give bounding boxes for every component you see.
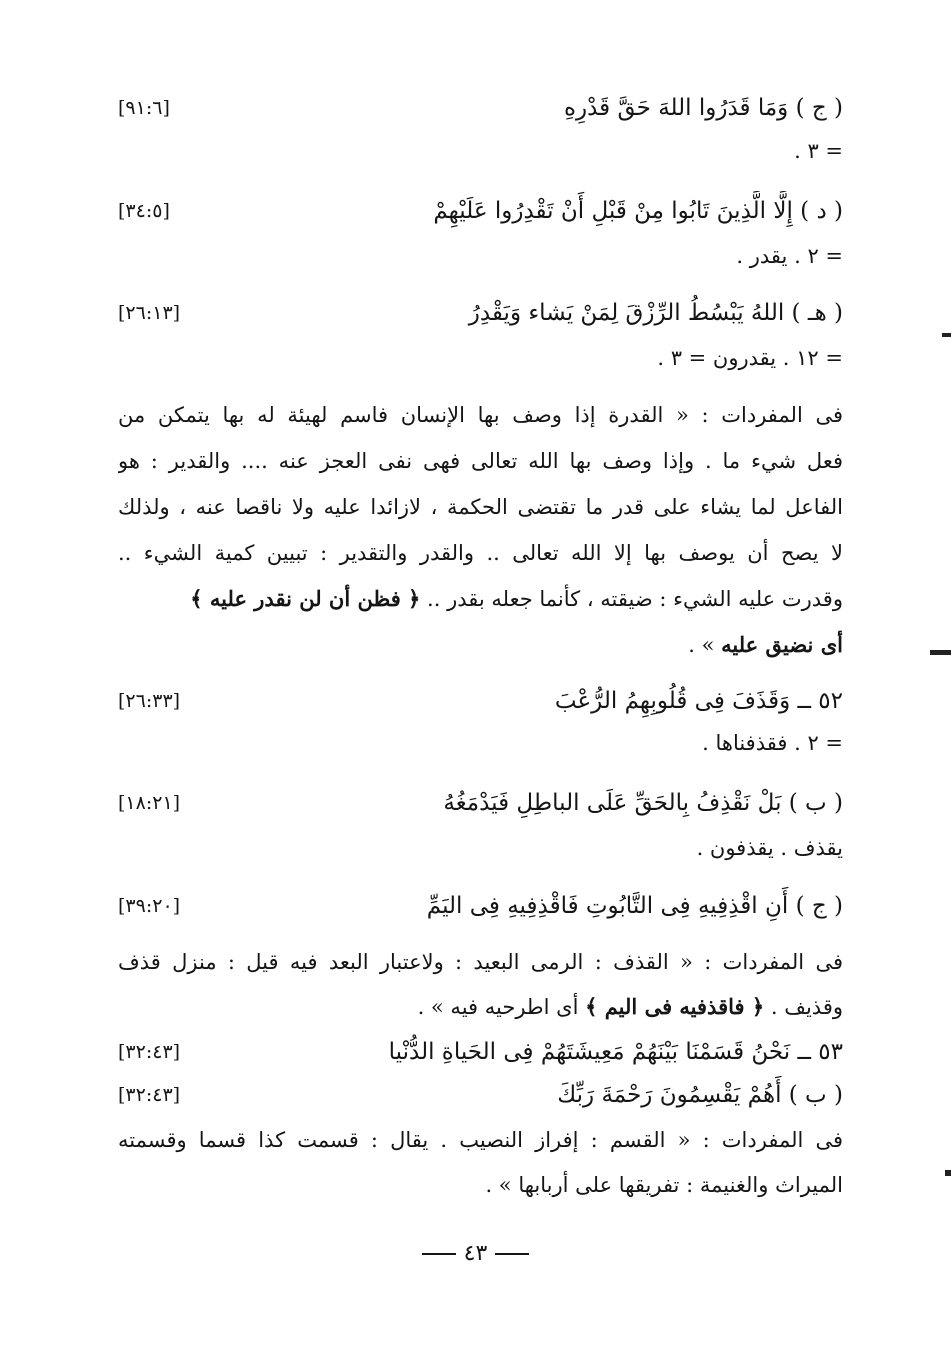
verse-reference: [٢٦:١٣] <box>118 302 181 324</box>
paragraph-line <box>118 987 843 1027</box>
scan-mark <box>930 650 951 655</box>
verse-line <box>118 191 843 231</box>
verse-reference: [٢٦:٣٣] <box>118 690 181 712</box>
page-number: ٤٣ <box>463 1241 488 1266</box>
line-text: » . <box>688 633 715 657</box>
page-footer <box>0 1234 951 1274</box>
verse-line <box>118 681 843 721</box>
bold-phrase: أى نضيق عليه <box>721 632 843 657</box>
paragraph-line <box>118 942 843 982</box>
paragraph-line <box>118 395 843 435</box>
verse-text: ( ب ) بَلْ نَقْذِفُ بِالحَقِّ عَلَى الباطِلِ فَيَدْمَغُهُ <box>443 790 843 816</box>
verse-reference: [٣٢:٤٣] <box>118 1084 181 1106</box>
footer-dash <box>495 1253 529 1255</box>
text-line <box>118 828 843 868</box>
paragraph-line <box>118 579 843 619</box>
verse-reference: [٣٩:٢٠] <box>118 895 181 917</box>
paragraph-line <box>118 1165 843 1205</box>
line-text: فعل شيء ما . وإذا وصف بها الله تعالى فهى نفى العجز عنه .... والقدير : هو <box>118 449 843 473</box>
verse-text: ٥٣ ــ نَحْنُ قَسَمْنَا بَيْنَهُمْ مَعِيشَتَهُمْ فِى الحَياةِ الدُّنْيا <box>388 1039 843 1065</box>
verse-text: ( هـ ) اللهُ يَبْسُطُ الرِّزْقَ لِمَنْ يَشاء وَيَقْدِرُ <box>468 300 843 326</box>
paragraph-line <box>118 441 843 481</box>
paragraph-line <box>118 533 843 573</box>
line-text: فى المفردات : « القسم : إفراز النصيب . يقال : قسمت كذا قسما وقسمته <box>118 1128 843 1152</box>
paragraph-line <box>118 625 843 665</box>
scan-mark <box>945 1170 951 1176</box>
quoted-verse: ﴿ فاقذفيه فى اليم ﴾ <box>585 994 765 1019</box>
verse-line <box>118 783 843 823</box>
line-text: الفاعل لما يشاء على قدر ما تقتضى الحكمة ، لازائدا عليه ولا ناقصا عنه ، ولذلك <box>118 495 843 519</box>
line-text: = ١٢ . يقدرون = ٣ . <box>657 346 843 370</box>
line-text: فى المفردات : « القذف : الرمى البعيد : ولاعتبار البعد فيه قيل : منزل قذف <box>118 950 843 974</box>
verse-text: ٥٢ ــ وَقَذَفَ فِى قُلُوبِهِمُ الرُّعْبَ <box>554 688 843 714</box>
verse-text: ( ب ) أَهُمْ يَقْسِمُونَ رَحْمَةَ رَبِّكَ <box>557 1082 843 1108</box>
verse-reference: [٣٤:٥] <box>118 200 170 222</box>
verse-line <box>118 886 843 926</box>
paragraph-line <box>118 1120 843 1160</box>
verse-line <box>118 1032 843 1072</box>
footer-dash <box>422 1253 456 1255</box>
text-line <box>118 131 843 171</box>
scan-mark <box>942 333 951 337</box>
line-text: يقذف . يقذفون . <box>696 836 843 860</box>
line-text: = ٢ . فقذفناها . <box>702 731 843 755</box>
line-text: وقذيف . <box>770 995 843 1019</box>
verse-line <box>118 88 843 128</box>
line-text: لا يصح أن يوصف بها إلا الله تعالى .. والقدر والتقدير : تبيين كمية الشيء .. <box>118 541 843 565</box>
text-line <box>118 338 843 378</box>
verse-reference: [١٨:٢١] <box>118 792 181 814</box>
line-text: الميراث والغنيمة : تفريقها على أربابها » . <box>485 1173 843 1197</box>
line-text: فى المفردات : « القدرة إذا وصف بها الإنسان فاسم لهيئة له بها يتمكن من <box>118 403 843 427</box>
paragraph-line <box>118 487 843 527</box>
verse-line <box>118 293 843 333</box>
verse-text: ( ج ) أَنِ اقْذِفِيهِ فِى التَّابُوتِ فَاقْذِفِيهِ فِى اليَمِّ <box>426 893 843 919</box>
line-text: = ٣ . <box>794 139 843 163</box>
line-text: أى اطرحيه فيه » . <box>417 995 579 1019</box>
verse-reference: [٣٢:٤٣] <box>118 1041 181 1063</box>
text-line <box>118 723 843 763</box>
verse-text: ( ج ) وَمَا قَدَرُوا اللهَ حَقَّ قَدْرِهِ <box>563 95 843 121</box>
verse-text: ( د ) إِلَّا الَّذِينَ تَابُوا مِنْ قَبْلِ أَنْ تَقْدِرُوا عَلَيْهِمْ <box>433 198 843 224</box>
verse-reference: [٩١:٦] <box>118 97 170 119</box>
line-text: وقدرت عليه الشيء : ضيقته ، كأنما جعله بقدر .. <box>427 587 843 611</box>
text-line <box>118 236 843 276</box>
verse-line <box>118 1075 843 1115</box>
line-text: = ٢ . يقدر . <box>736 244 843 268</box>
quoted-verse: ﴿ فظن أن لن نقدر عليه ﴾ <box>190 586 421 611</box>
